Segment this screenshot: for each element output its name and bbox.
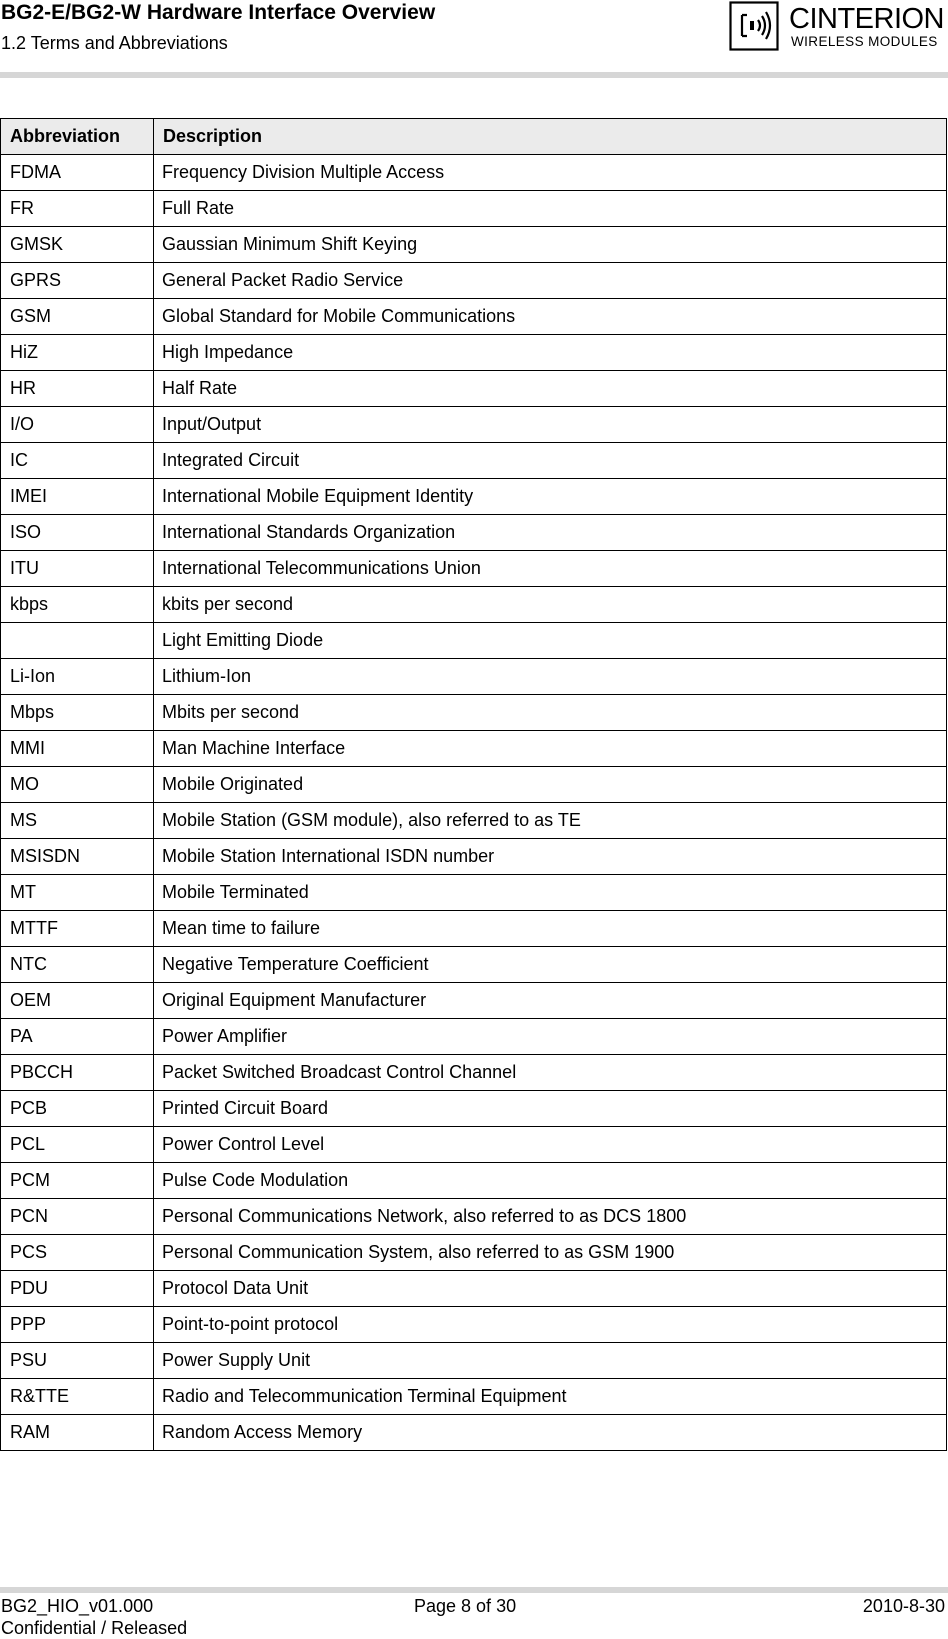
description-cell: Light Emitting Diode [154, 623, 947, 659]
table-row [1, 875, 947, 911]
description-cell: Mobile Station (GSM module), also referred to as TE [154, 803, 947, 839]
table-row [1, 407, 947, 443]
abbreviation-cell: ISO [1, 515, 154, 551]
description-cell: Personal Communication System, also referred to as GSM 1900 [154, 1235, 947, 1271]
cinterion-logo [729, 0, 945, 54]
table-row [1, 1235, 947, 1271]
table-row [1, 803, 947, 839]
abbreviation-cell: PA [1, 1019, 154, 1055]
abbreviation-cell: ITU [1, 551, 154, 587]
description-cell: Power Supply Unit [154, 1343, 947, 1379]
column-header-abbreviation: Abbreviation [1, 119, 154, 155]
footer-divider [0, 1587, 948, 1593]
antenna-signal-icon [729, 1, 779, 51]
document-date: 2010-8-30 [862, 1596, 945, 1616]
description-cell: kbits per second [154, 587, 947, 623]
abbreviation-cell: PCB [1, 1091, 154, 1127]
abbreviation-cell: PCL [1, 1127, 154, 1163]
table-row [1, 479, 947, 515]
table-row [1, 1163, 947, 1199]
logo-wordmark: CINTERION [789, 3, 944, 35]
abbreviation-cell: FR [1, 191, 154, 227]
description-cell: International Mobile Equipment Identity [154, 479, 947, 515]
abbreviation-cell: MTTF [1, 911, 154, 947]
description-cell: Man Machine Interface [154, 731, 947, 767]
abbreviation-cell: R&TTE [1, 1379, 154, 1415]
table-row [1, 227, 947, 263]
abbreviation-cell: PSU [1, 1343, 154, 1379]
description-cell: Input/Output [154, 407, 947, 443]
table-row [1, 947, 947, 983]
table-row [1, 1055, 947, 1091]
abbreviation-cell: MSISDN [1, 839, 154, 875]
abbreviation-cell: GSM [1, 299, 154, 335]
abbreviation-cell: PDU [1, 1271, 154, 1307]
table-row [1, 587, 947, 623]
abbreviation-cell: kbps [1, 587, 154, 623]
section-heading: 1.2 Terms and Abbreviations [1, 33, 228, 53]
table-row [1, 1271, 947, 1307]
table-row [1, 1379, 947, 1415]
abbreviation-cell: Mbps [1, 695, 154, 731]
abbreviation-cell: PPP [1, 1307, 154, 1343]
table-row [1, 1199, 947, 1235]
abbreviation-cell: IMEI [1, 479, 154, 515]
table-row [1, 551, 947, 587]
table-row [1, 191, 947, 227]
abbreviation-cell: PBCCH [1, 1055, 154, 1091]
page-number: Page 8 of 30 [414, 1596, 517, 1616]
table-row [1, 1343, 947, 1379]
description-cell: Pulse Code Modulation [154, 1163, 947, 1199]
description-cell: Mobile Station International ISDN number [154, 839, 947, 875]
table-row [1, 623, 947, 659]
description-cell: Negative Temperature Coefficient [154, 947, 947, 983]
description-cell: International Telecommunications Union [154, 551, 947, 587]
abbreviation-cell: I/O [1, 407, 154, 443]
description-cell: Power Amplifier [154, 1019, 947, 1055]
description-cell: Global Standard for Mobile Communications [154, 299, 947, 335]
description-cell: Frequency Division Multiple Access [154, 155, 947, 191]
description-cell: Personal Communications Network, also referred to as DCS 1800 [154, 1199, 947, 1235]
description-cell: Packet Switched Broadcast Control Channel [154, 1055, 947, 1091]
table-row [1, 1415, 947, 1451]
column-header-description: Description [154, 119, 947, 155]
table-header-row [1, 119, 947, 155]
abbreviation-cell: PCS [1, 1235, 154, 1271]
abbreviation-cell: Li-Ion [1, 659, 154, 695]
document-id: BG2_HIO_v01.000 [1, 1596, 154, 1616]
description-cell: Integrated Circuit [154, 443, 947, 479]
table-row [1, 1019, 947, 1055]
abbreviation-cell: MO [1, 767, 154, 803]
description-cell: High Impedance [154, 335, 947, 371]
description-cell: Half Rate [154, 371, 947, 407]
abbreviation-cell: PCN [1, 1199, 154, 1235]
abbreviations-table [0, 118, 947, 1451]
table-row [1, 695, 947, 731]
abbreviation-cell: IC [1, 443, 154, 479]
abbreviation-cell: MS [1, 803, 154, 839]
table-row [1, 1091, 947, 1127]
description-cell: Printed Circuit Board [154, 1091, 947, 1127]
table-row [1, 443, 947, 479]
description-cell: Power Control Level [154, 1127, 947, 1163]
description-cell: Original Equipment Manufacturer [154, 983, 947, 1019]
table-row [1, 839, 947, 875]
table-row [1, 767, 947, 803]
abbreviation-cell: MT [1, 875, 154, 911]
abbreviation-cell: GMSK [1, 227, 154, 263]
table-row [1, 335, 947, 371]
document-title: BG2-E/BG2-W Hardware Interface Overview [1, 1, 436, 24]
description-cell: Mobile Originated [154, 767, 947, 803]
table-body [1, 155, 947, 1451]
abbreviation-cell: OEM [1, 983, 154, 1019]
table-row [1, 155, 947, 191]
abbreviation-cell: HR [1, 371, 154, 407]
abbreviation-cell: NTC [1, 947, 154, 983]
description-cell: Protocol Data Unit [154, 1271, 947, 1307]
description-cell: Full Rate [154, 191, 947, 227]
confidentiality-label: Confidential / Released [1, 1618, 188, 1638]
abbreviation-cell: RAM [1, 1415, 154, 1451]
table-row [1, 299, 947, 335]
table-row [1, 983, 947, 1019]
table-row [1, 1127, 947, 1163]
description-cell: Mbits per second [154, 695, 947, 731]
description-cell: Mean time to failure [154, 911, 947, 947]
description-cell: Lithium-Ion [154, 659, 947, 695]
table-row [1, 1307, 947, 1343]
description-cell: Random Access Memory [154, 1415, 947, 1451]
logo-tagline: WIRELESS MODULES [791, 34, 938, 49]
description-cell: General Packet Radio Service [154, 263, 947, 299]
abbreviation-cell [1, 623, 154, 659]
table-row [1, 659, 947, 695]
table-row [1, 911, 947, 947]
table-row [1, 515, 947, 551]
abbreviation-cell: PCM [1, 1163, 154, 1199]
description-cell: International Standards Organization [154, 515, 947, 551]
description-cell: Point-to-point protocol [154, 1307, 947, 1343]
abbreviation-cell: MMI [1, 731, 154, 767]
description-cell: Radio and Telecommunication Terminal Equipment [154, 1379, 947, 1415]
abbreviation-cell: FDMA [1, 155, 154, 191]
table-row [1, 371, 947, 407]
abbreviation-cell: HiZ [1, 335, 154, 371]
description-cell: Gaussian Minimum Shift Keying [154, 227, 947, 263]
table-row [1, 263, 947, 299]
abbreviation-cell: GPRS [1, 263, 154, 299]
description-cell: Mobile Terminated [154, 875, 947, 911]
table-row [1, 731, 947, 767]
header-divider [0, 72, 948, 78]
